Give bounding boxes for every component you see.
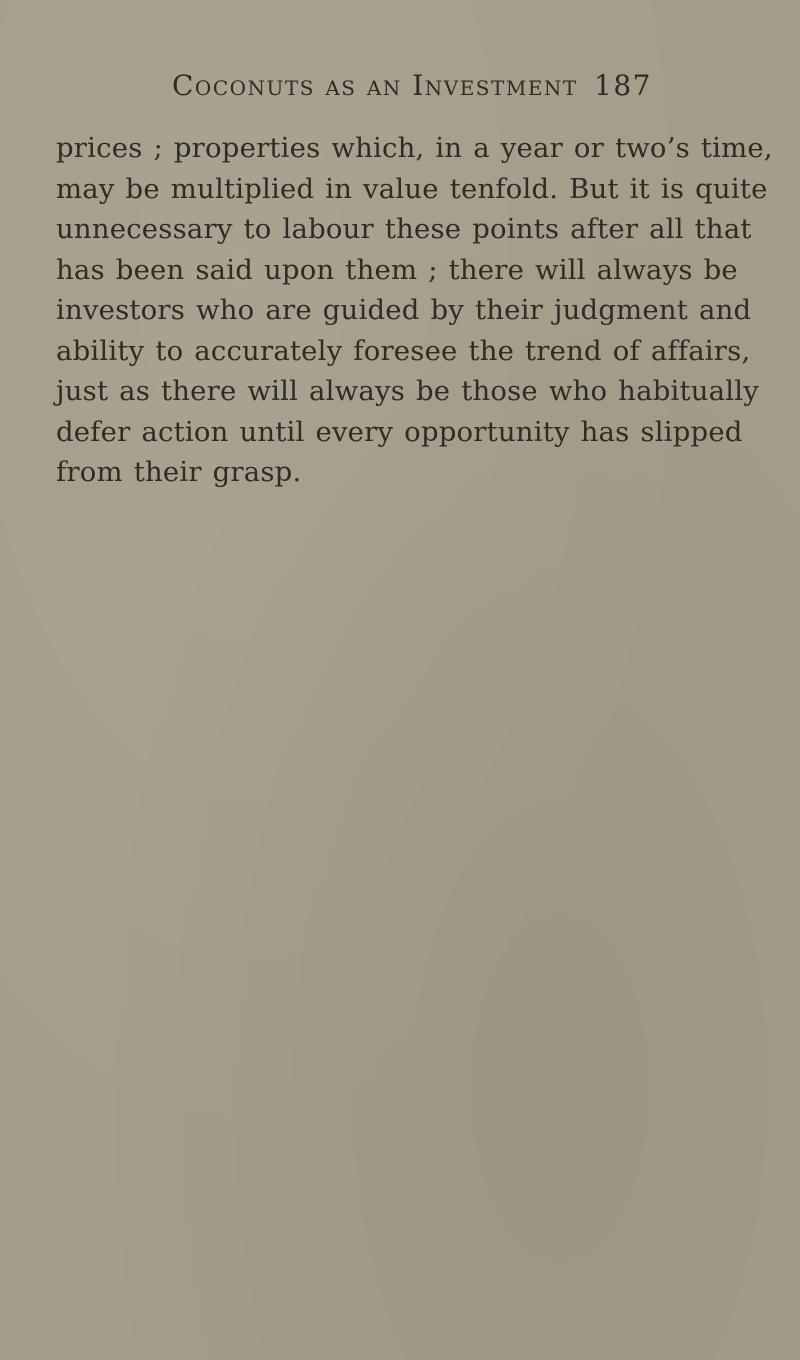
text-line: ability to accurately foresee the trend of affairs, xyxy=(56,334,751,367)
text-line: just as there will always be those who habitually xyxy=(56,375,759,407)
text-line: defer action until every opportunity has slipped xyxy=(56,415,743,448)
text-line: has been said upon them ; there will always be xyxy=(56,253,738,286)
running-head xyxy=(172,66,652,106)
text-line: may be multiplied in value tenfold. But it is quite xyxy=(56,172,768,205)
text-line: from their grasp. xyxy=(56,456,302,488)
page-number: 187 xyxy=(594,69,652,102)
text-line: unnecessary to labour these points after all that xyxy=(56,213,752,245)
text-line: investors who are guided by their judgment and xyxy=(56,294,752,326)
running-title: Coconuts as an Investment xyxy=(172,69,578,102)
body-paragraph xyxy=(56,128,773,493)
text-line: prices ; properties which, in a year or two’s time, xyxy=(56,132,773,164)
